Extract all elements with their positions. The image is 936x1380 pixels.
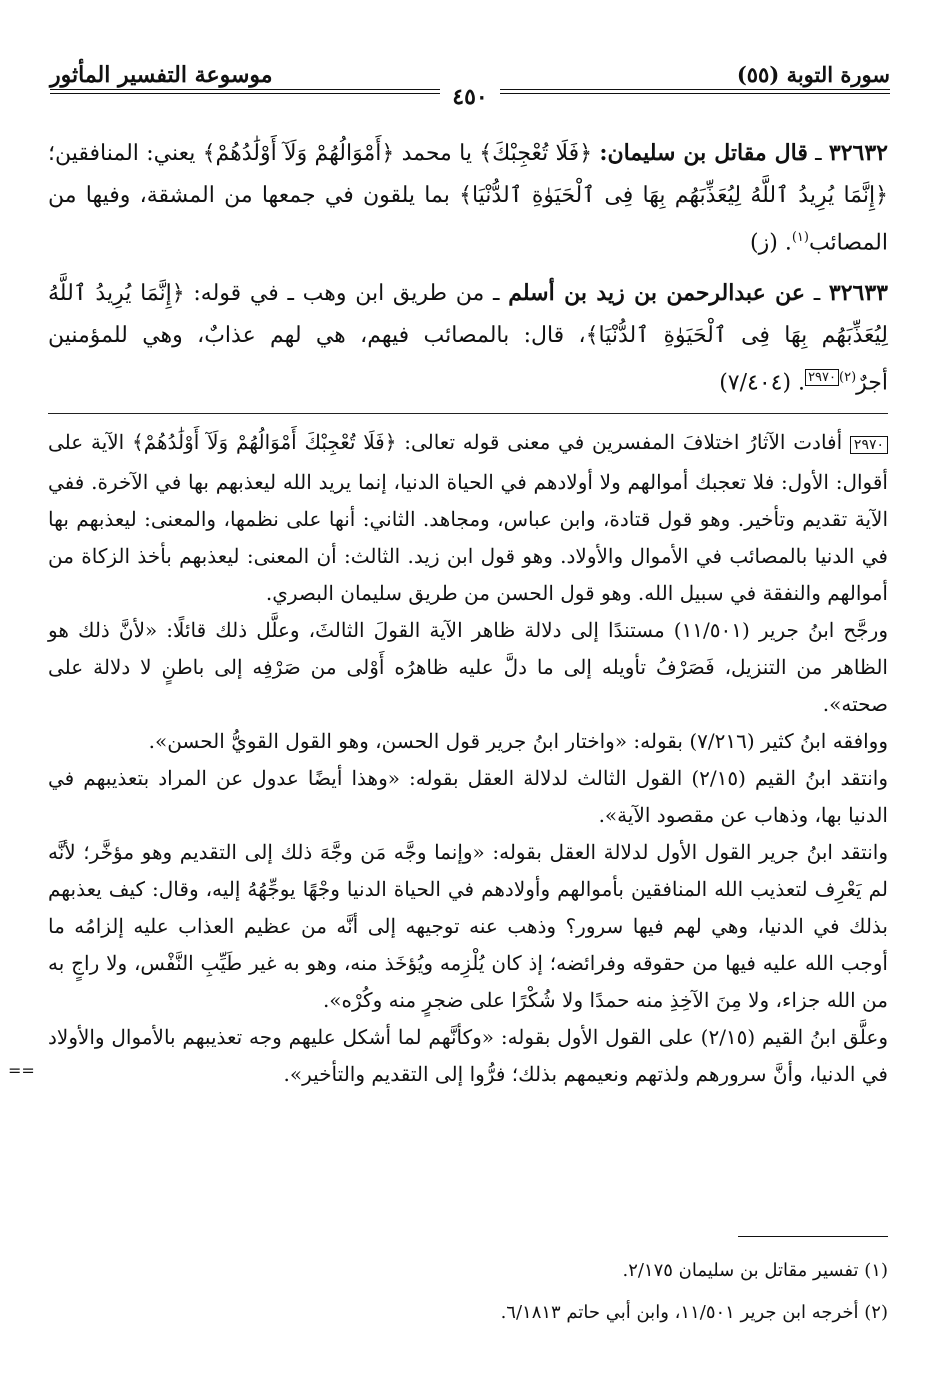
section-divider <box>48 413 888 414</box>
surah-title: سورة التوبة (٥٥) <box>736 62 890 87</box>
page-number: ٤٥٠ <box>440 84 499 110</box>
footnote-1: (١) تفسير مقاتل بن سليمان ٢/١٧٥. <box>622 1260 888 1281</box>
commentary-note <box>8 424 889 1093</box>
footnote-divider <box>738 1236 888 1237</box>
entry-32632 <box>48 132 888 264</box>
footnote-2: (٢) أخرجه ابن جرير ١١/٥٠١، وابن أبي حاتم ٦/١٨١٣. <box>500 1302 888 1323</box>
page-number-wrap <box>50 84 890 110</box>
dash: ـ <box>804 281 821 307</box>
entry-text: ـ من طريق ابن وهب ـ في قوله: ﴿إِنَّمَا يُرِيدُ ٱللَّهُ لِيُعَذِّبَهُم بِهَا فِى ٱلْحَيَوٰةِ ٱلدُّنْيَا﴾، قال: بالمصائب فيهم، هي لهم عذابٌ، وهي للمؤمنين أجرٌ <box>48 281 888 396</box>
entry-narrator: قال مقاتل بن سليمان: <box>599 140 808 166</box>
note-paragraph: ووافقه ابنُ كثير (٧/٢١٦) بقوله: «واختار ابنُ جرير قول الحسن، وهو القول القويُّ الحسن». <box>148 728 888 753</box>
entry-number: ٣٢٦٣٣ <box>828 280 888 307</box>
note-paragraph: وعلَّق ابنُ القيم (٢/١٥) على القول الأول بقوله: «وكأنَّهم لما أشكل عليهم وجه تعذيبهم بالأموال والأولاد في الدنيا، وأنَّ سرورهم ولذتهم ونعيمهم بذلك؛ فرُّوا إلى التقديم والتأخير». == <box>48 1019 888 1093</box>
note-paragraph: ٢٩٧٠ أفادت الآثارُ اختلافَ المفسرين في معنى قوله تعالى: ﴿فَلَا تُعْجِبْكَ أَمْوَالُهُمْ وَلَآ أَوْلَٰدُهُمْ﴾ الآية على أقوال: الأول: فلا تعجبك أموالهم ولا أولادهم في الحياة الدنيا، إنما يريد الله ليعذبهم بها في الآخرة. ففي الآية تقديم وتأخير. وهو قول قتادة، وابن عباس، ومجاهد. الثاني: أنها على نظمها، والمعنى: ليعذبهم بها في الدنيا بالمصائب في الأموال والأولاد. وهو قول ابن زيد. الثالث: أن المعنى: ليعذبهم بأخذ الزكاة من أموالهم والنفقة في سبيل الله. وهو قول الحسن من طريق سليمان البصري. <box>48 429 888 605</box>
entry-text: ﴿فَلَا تُعْجِبْكَ﴾ يا محمد ﴿أَمْوَالُهُمْ وَلَآ أَوْلَٰدُهُمْ﴾ يعني: المنافقين؛ ﴿إِنَّمَا يُرِيدُ ٱللَّهُ لِيُعَذِّبَهُم بِهَا فِى ٱلْحَيَوٰةِ ٱلدُّنْيَا﴾ بما يلقون في جمعها من المشقة، وفيها من المصائب <box>48 141 888 256</box>
note-paragraph: وانتقد ابنُ القيم (٢/١٥) القول الثالث لدلالة العقل بقوله: «وهذا أيضًا عدول عن المراد بتعذيبهم في الدنيا بها، وذهاب عن مقصود الآية». <box>48 765 888 827</box>
page-header <box>50 62 890 110</box>
entry-end: . (٧/٤٠٤) <box>719 370 806 396</box>
entry-number: ٣٢٦٣٢ <box>828 140 888 166</box>
continuation-mark: == <box>8 1060 35 1080</box>
note-paragraph: ورجَّح ابنُ جرير (١١/٥٠١) مستندًا إلى دلالة ظاهر الآية القولَ الثالثَ، وعلَّل ذلك قائلًا: «لأنَّ ذلك هو الظاهر من التنزيل، فَصَرْفُ تأويله إلى ما دلَّ عليه ظاهرُه أَوْلى من صَرْفِه إلى باطنٍ لا دلالة على صحته». <box>48 617 888 716</box>
note-number-box: ٢٩٧٠ <box>850 436 888 454</box>
footnote-ref: (٢) <box>839 370 857 386</box>
entry-narrator: عن عبدالرحمن بن زيد بن أسلم <box>508 280 805 307</box>
main-content <box>8 132 889 1093</box>
commentary-ref-box: ٢٩٧٠ <box>805 369 839 386</box>
note-paragraph: وانتقد ابنُ جرير القول الأول لدلالة العقل بقوله: «وإنما وجَّه مَن وجَّهَ ذلك إلى التقديم وهو مؤخَّر؛ لأنَّه لم يَعْرِف لتعذيب الله المنافقين بأموالهم وأولادهم في الحياة الدنيا وجْهًا يوجِّهُهُ إليه، وقال: كيف يعذبهم بذلك في الدنيا، وهي لهم فيها سرور؟ وذهب عنه توجيهه إلى أنَّه من عظيم العذاب عليه إلزامُه ما أوجب الله عليه فيها من حقوقه وفرائضه؛ إذ كان يُلْزِمه ويُؤخَذ منه، وهو به غير طَيِّبِ النَّفْس، ولا راجٍ به من الله جزاء، ولا مِنَ الآخِذِ منه حمدًا ولا شُكْرًا على ضجرٍ منه وكُرْه». <box>48 839 888 1012</box>
book-title: موسوعة التفسير المأثور <box>50 62 273 88</box>
dash: ـ <box>807 141 822 166</box>
entry-32633 <box>48 272 888 404</box>
entry-end: . (ز) <box>750 230 792 256</box>
footnote-ref: (١) <box>791 230 809 245</box>
footnotes <box>48 1250 888 1334</box>
